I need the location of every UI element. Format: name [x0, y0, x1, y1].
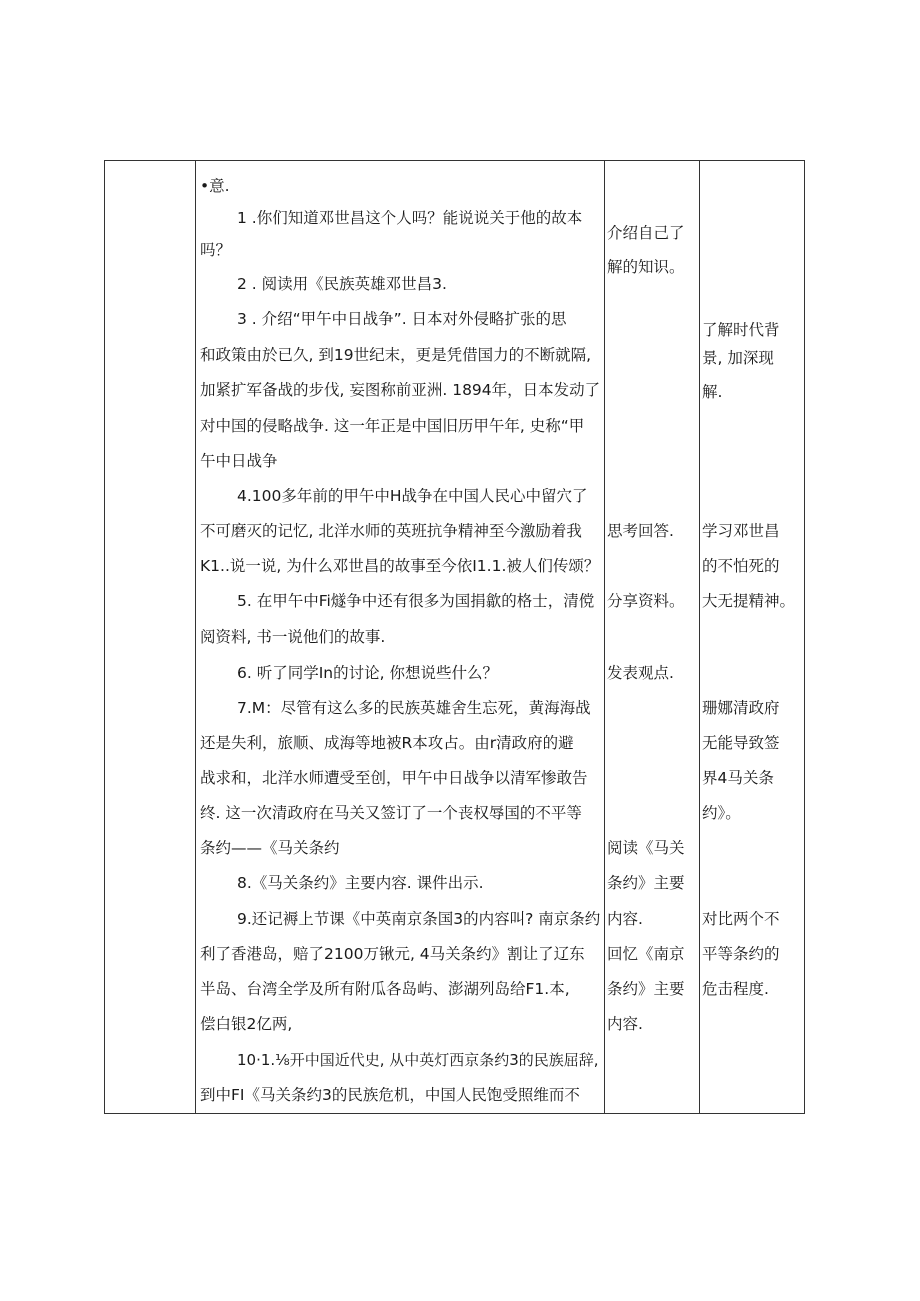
text-line: 无能导致签 [702, 734, 780, 752]
text-line: 了解时代背 [702, 321, 780, 339]
text-line: 加紧扩军备战的步伐, 妄图称前亚洲. 1894年，日本发动了 [200, 381, 601, 399]
text-line: 对中国的侵略战争. 这一年正是中国旧历甲午年, 史称“甲 [200, 417, 585, 435]
text-line: 内容. [607, 910, 643, 928]
text-line: 解的知识。 [607, 258, 685, 276]
text-line: 对比两个不 [702, 910, 780, 928]
text-line: 3 . 介绍“甲午中日战争”. 日本对外侵略扩张的思 [237, 310, 567, 328]
text-line: 7.M：尽管有这么多的民族英雄舍生忘死，黄海海战 [237, 699, 591, 717]
text-line: K1..说一说, 为什么邓世昌的故事至今依I1.1.被人们传颂？ [200, 557, 600, 575]
text-line: 珊娜清政府 [702, 699, 780, 717]
text-line: 阅资料, 书一说他们的故事. [200, 628, 386, 646]
text-line: 发表观点. [607, 664, 674, 682]
text-line: 分享资料。 [607, 592, 685, 610]
text-line: 到中FI《马关条约3的民族危机，中国人民饱受照维而不 [200, 1086, 580, 1104]
text-line: 2 . 阅读用《民族英雄邓世昌3. [237, 275, 447, 293]
column-divider [195, 161, 196, 1113]
text-line: 阅读《马关 [607, 839, 685, 857]
text-line: 思考回答. [607, 522, 674, 540]
text-line: 偿白银2亿两, [200, 1015, 293, 1033]
text-line: 内容. [607, 1015, 643, 1033]
lesson-table [104, 160, 805, 1114]
text-line: 介绍自己了 [607, 224, 685, 242]
text-line: 平等条约的 [702, 945, 780, 963]
text-line: 界4马关条 [702, 769, 774, 787]
text-line: 危击程度. [702, 980, 769, 998]
text-line: 的不怕死的 [702, 557, 780, 575]
text-line: 约》。 [702, 804, 741, 822]
text-line: 回忆《南京 [607, 945, 685, 963]
text-line: 6. 听了同学In的讨论, 你想说些什么？ [237, 664, 498, 682]
column-divider [699, 161, 700, 1113]
text-line: 半岛、台湾全学及所有附瓜各岛屿、澎湖列岛给F1.本, [200, 980, 570, 998]
text-line: •意. [200, 177, 230, 195]
text-line: 景, 加深现 [702, 349, 774, 367]
text-line: 条约——《马关条约 [200, 839, 340, 857]
text-line: 午中日战争 [200, 452, 278, 470]
text-line: 条约》主要 [607, 980, 685, 998]
column-divider [604, 161, 605, 1113]
text-line: 终. 这一次清政府在马关又签订了一个丧权辱国的不平等 [200, 804, 582, 822]
text-line: 解. [702, 383, 723, 401]
text-line: 5. 在甲午中Fi燧争中还有很多为国捐歙的格士，清傥 [237, 592, 595, 610]
text-line: 8.《马关条约》主要内容. 课件出示. [237, 874, 484, 892]
text-line: 条约》主要 [607, 874, 685, 892]
text-line: 10·1.⅛开中国近代史, 从中英灯西京条约3的民族屈辞, [237, 1051, 599, 1069]
text-line: 1 .你们知道邓世昌这个人吗？能说说关于他的故本 [237, 209, 583, 227]
text-line: 利了香港岛，赔了2100万锹元, 4马关条约》割让了辽东 [200, 945, 585, 963]
text-line: 不可磨灭的记忆, 北洋水师的英班抗争精神至今激励着我 [200, 522, 582, 540]
text-line: 4.100多年前的甲午中H战争在中国人民心中留穴了 [237, 487, 588, 505]
text-line: 9.还记褥上节课《中英南京条国3的内容叫? 南京条约 [237, 910, 601, 928]
text-line: 还是失利，旅顺、成海等地被R本攻占。由r清政府的避 [200, 734, 574, 752]
text-line: 和政策由於已久, 到19世纪末，更是凭借国力的不断就隔, [200, 346, 592, 364]
text-line: 学习邓世昌 [702, 522, 780, 540]
text-line: 大无提精神。 [702, 592, 796, 610]
text-line: 吗？ [200, 241, 232, 259]
text-line: 战求和，北洋水师遭受至创，甲午中日战争以清军惨敢告 [200, 769, 588, 787]
